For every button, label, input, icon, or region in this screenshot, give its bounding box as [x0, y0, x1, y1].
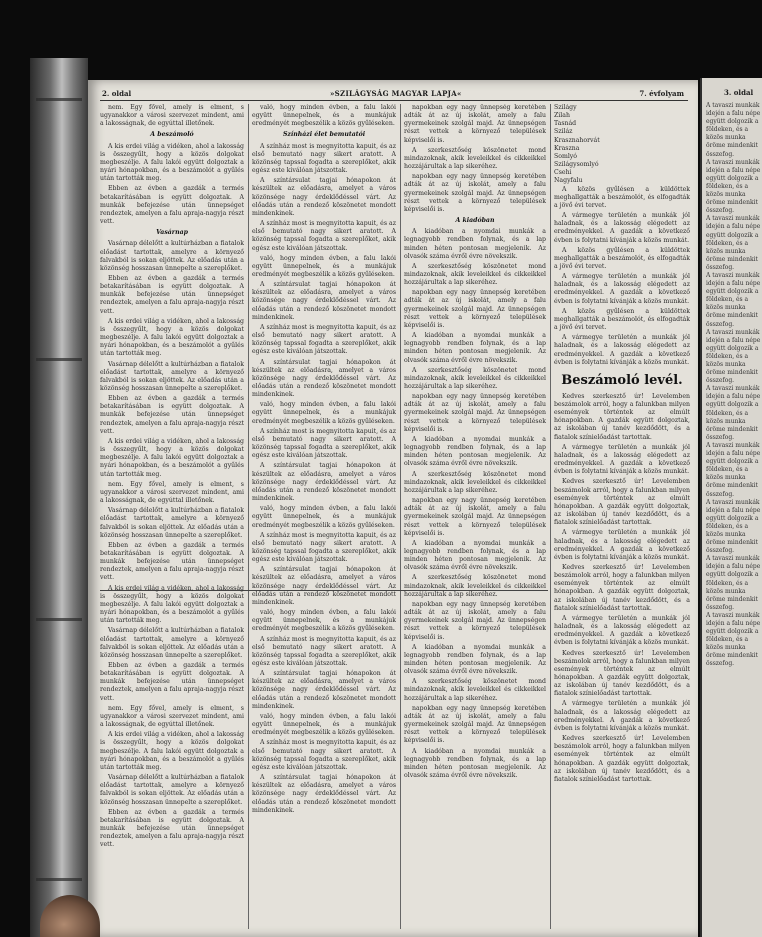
article-paragraph: nem. Egy fővel, amely is elment, s ugyanakkor a városi szervezet mindent, ami a lakosságnak, de egyúttal illetőnek. — [100, 104, 244, 128]
list-item: Szilágysomlyó — [554, 161, 599, 169]
article-paragraph: A színház most is megnyitotta kapuit, és az első bemutató nagy sikert aratott. A közönség tapssal fogadta a szereplőket, akik egész este kiválóan játszottak. — [252, 220, 396, 252]
article-paragraph: A kis erdei világ a vidéken, ahol a lakosság is összegyűlt, hogy a közös dolgokat megbeszélje. A falu lakói együtt dolgoztak a nyári hónapokban, és a beszámolót a gyűlés után tartották meg. — [100, 437, 244, 478]
article-paragraph: A tavaszi munkák idején a falu népe együtt dolgozik a földeken, és a közös munka öröme mindenkit összefog. — [706, 271, 761, 328]
page-number: 2. oldal — [102, 89, 132, 98]
newspaper-title: »SZILÁGYSÁG MAGYAR LAPJA« — [330, 89, 462, 98]
article-paragraph: Vasárnap délelőtt a kultúrházban a fiatalok előadást tartottak, amelyre a környező falvakból is sokan eljöttek. Az előadás után a közönség hosszasan ünnepelte a szereplőket. — [100, 627, 244, 659]
article-paragraph: Kedves szerkesztő úr! Levelemben beszámolok arról, hogy a falunkban milyen események történtek az elmúlt hónapokban. A gazdák együtt dolgoztak, az iskolában új tanév kezdődött, és a fiatalok színielőadást tartottak. — [554, 392, 690, 441]
article-paragraph: A vármegye területén a munkák jól haladnak, és a lakosság elégedett az eredményekkel. A gazdák a következő évben is folytatni kívánják a közös munkát. — [554, 529, 690, 561]
article-paragraph: A színtársulat tagjai hónapokon át készültek az előadásra, amelyet a város közönsége nagy érdeklődéssel várt. Az előadás után a rendező köszönetet mondott mindenkinek. — [252, 774, 396, 814]
article-paragraph: A színtársulat tagjai hónapokon át készültek az előadásra, amelyet a város közönsége nagy érdeklődéssel várt. Az előadás után a rendező köszönetet mondott mindenkinek. — [252, 566, 396, 606]
article-paragraph: A tavaszi munkák idején a falu népe együtt dolgozik a földeken, és a közös munka öröme mindenkit összefog. — [706, 498, 761, 555]
column-divider — [248, 104, 249, 929]
article-paragraph: A kiadóban a nyomdai munkák a legnagyobb rendben folynak, és a lap minden héten pontosan megjelenik. Az olvasók száma évről évre növekszik. — [404, 228, 546, 260]
article-paragraph: Ebben az évben a gazdák a termés betakarításában is együtt dolgoztak. A munkák befejezése után ünnepséget rendeztek, amelyen a falu apraja-nagyja részt vett. — [100, 274, 244, 315]
article-paragraph: napokban egy nagy ünnepség keretében adták át az új iskolát, amely a falu gyermekeinek szolgál majd. Az ünnepségen részt vettek a környező települések képviselői is. — [404, 600, 546, 641]
article-paragraph: A tavaszi munkák idején a falu népe együtt dolgozik a földeken, és a közös munka öröme mindenkit összefog. — [706, 102, 761, 158]
book-spine-edge — [30, 58, 88, 937]
article-paragraph: A kiadóban a nyomdai munkák a legnagyobb rendben folynak, és a lap minden héten pontosan megjelenik. Az olvasók száma évről évre növekszik. — [404, 643, 546, 676]
article-paragraph: A színtársulat tagjai hónapokon át készültek az előadásra, amelyet a város közönsége nagy érdeklődéssel várt. Az előadás után a rendező köszönetet mondott mindenkinek. — [252, 358, 396, 399]
article-paragraph: A tavaszi munkák idején a falu népe együtt dolgozik a földeken, és a közös munka öröme mindenkit összefog. — [706, 555, 761, 611]
article-paragraph: A vármegye területén a munkák jól haladnak, és a lakosság elégedett az eredményekkel. A gazdák a következő évben is folytatni kívánják a közös munkát. — [554, 273, 690, 305]
article-paragraph: Kedves szerkesztő úr! Levelemben beszámolok arról, hogy a falunkban milyen események történtek az elmúlt hónapokban. A gazdák együtt dolgoztak, az iskolában új tanév kezdődött, és a fiatalok színielőadást tartottak. — [554, 649, 690, 698]
article-column-4 — [554, 104, 690, 929]
section-heading: A kiadóban — [455, 217, 495, 225]
article-paragraph: napokban egy nagy ünnepség keretében adták át az új iskolát, amely a falu gyermekeinek szolgál majd. Az ünnepségen részt vettek a környező települések képviselői is. — [404, 173, 546, 213]
article-paragraph: A kiadóban a nyomdai munkák a legnagyobb rendben folynak, és a lap minden héten pontosan megjelenik. Az olvasók száma évről évre növekszik. — [404, 747, 546, 780]
article-column-3 — [404, 104, 546, 929]
article-paragraph: való, hogy minden évben, a falu lakói együtt ünnepelnek, és a munkájuk eredményét megbeszélik a közös gyűléseken. — [252, 254, 396, 278]
article-paragraph: A tavaszi munkák idején a falu népe együtt dolgozik a földeken, és a közös munka öröme mindenkit összefog. — [706, 328, 761, 385]
list-item: Sziláz — [554, 128, 573, 136]
article-paragraph: A kis erdei világ a vidéken, ahol a lakosság is összegyűlt, hogy a közös dolgokat megbeszélje. A falu lakói együtt dolgoztak a nyári hónapokban, és a beszámolót a gyűlés után tartották meg. — [100, 317, 244, 358]
article-paragraph: A tavaszi munkák idején a falu népe együtt dolgozik a földeken, és a közös munka öröme mindenkit összefog. — [706, 611, 761, 668]
article-paragraph: A színház most is megnyitotta kapuit, és az első bemutató nagy sikert aratott. A közönség tapssal fogadta a szereplőket, akik egész este kiválóan játszottak. — [252, 323, 396, 356]
article-paragraph: nem. Egy fővel, amely is elment, s ugyanakkor a városi szervezet mindent, ami a lakosságnak, de egyúttal illetőnek. — [100, 704, 244, 729]
year-label: 7. évfolyam — [639, 89, 684, 98]
article-paragraph: A közös gyűlésen a küldöttek meghallgatták a beszámolót, és elfogadták a jövő évi tervet. — [554, 246, 690, 270]
article-column-1 — [100, 104, 244, 929]
article-paragraph: A vármegye területén a munkák jól haladnak, és a lakosság elégedett az eredményekkel. A gazdák a következő évben is folytatni kívánják a közös munkát. — [554, 334, 690, 366]
article-paragraph: való, hogy minden évben, a falu lakói együtt ünnepelnek, és a munkájuk eredményét megbeszélik a közös gyűléseken. — [252, 401, 396, 425]
article-paragraph: A színtársulat tagjai hónapokon át készültek az előadásra, amelyet a város közönsége nagy érdeklődéssel várt. Az előadás után a rendező köszönetet mondott mindenkinek. — [252, 462, 396, 503]
article-paragraph: A színház most is megnyitotta kapuit, és az első bemutató nagy sikert aratott. A közönség tapssal fogadta a szereplőket, akik egész este kiválóan játszottak. — [252, 739, 396, 771]
adjacent-page — [700, 78, 762, 937]
article-paragraph: Kedves szerkesztő úr! Levelemben beszámolok arról, hogy a falunkban milyen események történtek az elmúlt hónapokban. A gazdák együtt dolgoztak, az iskolában új tanév kezdődött, és a fiatalok színielőadást tartottak. — [554, 735, 690, 783]
article-paragraph: A szerkesztőség köszönetet mond mindazoknak, akik leveleikkel és cikkeikkel hozzájárultak a lap sikeréhez. — [404, 146, 546, 171]
list-item: Nagyfalu — [554, 177, 583, 185]
section-heading: Vasárnap — [156, 229, 188, 237]
article-paragraph: A vármegye területén a munkák jól haladnak, és a lakosság elégedett az eredményekkel. A gazdák a következő évben is folytatni kívánják a közös munkát. — [554, 212, 690, 244]
article-paragraph: A vármegye területén a munkák jól haladnak, és a lakosság elégedett az eredményekkel. A gazdák a következő évben is folytatni kívánják a közös munkát. — [554, 614, 690, 647]
section-heading: A beszámoló — [150, 131, 194, 139]
article-paragraph: való, hogy minden évben, a falu lakói együtt ünnepelnek, és a munkájuk eredményét megbeszélik a közös gyűléseken. — [252, 505, 396, 529]
article-paragraph: A tavaszi munkák idején a falu népe együtt dolgozik a földeken, és a közös munka öröme mindenkit összefog. — [706, 441, 761, 498]
article-paragraph: Ebben az évben a gazdák a termés betakarításában is együtt dolgoztak. A munkák befejezése után ünnepséget rendeztek, amelyen a falu apraja-nagyja részt vett. — [100, 541, 244, 582]
column-divider — [550, 104, 551, 929]
article-paragraph: A kis erdei világ a vidéken, ahol a lakosság is összegyűlt, hogy a közös dolgokat megbeszélje. A falu lakói együtt dolgoztak a nyári hónapokban, és a beszámolót a gyűlés után tartották meg. — [100, 731, 244, 771]
letter-headline: Beszámoló levél. — [561, 372, 683, 388]
list-item: Kraszna — [554, 144, 580, 152]
article-paragraph: A színház most is megnyitotta kapuit, és az első bemutató nagy sikert aratott. A közönség tapssal fogadta a szereplőket, akik egész este kiválóan játszottak. — [252, 427, 396, 460]
page-header — [100, 88, 688, 101]
article-paragraph: A szerkesztőség köszönetet mond mindazoknak, akik leveleikkel és cikkeikkel hozzájárultak a lap sikeréhez. — [404, 366, 546, 390]
newspaper-page — [88, 80, 698, 937]
list-item: Szilágy — [554, 104, 577, 111]
adjacent-page-number: 3. oldal — [724, 88, 754, 97]
article-paragraph: napokban egy nagy ünnepség keretében adták át az új iskolát, amely a falu gyermekeinek szolgál majd. Az ünnepségen részt vettek a környező települések képviselői is. — [404, 289, 546, 329]
article-paragraph: Vasárnap délelőtt a kultúrházban a fiatalok előadást tartottak, amelyre a környező falvakból is sokan eljöttek. Az előadás után a közönség hosszasan ünnepelte a szereplőket. — [100, 774, 244, 806]
article-paragraph: Ebben az évben a gazdák a termés betakarításában is együtt dolgoztak. A munkák befejezése után ünnepséget rendeztek, amelyen a falu apraja-nagyja részt vett. — [100, 185, 244, 226]
article-paragraph: A színház most is megnyitotta kapuit, és az első bemutató nagy sikert aratott. A közönség tapssal fogadta a szereplőket, akik egész este kiválóan játszottak. — [252, 531, 396, 564]
article-paragraph: A kiadóban a nyomdai munkák a legnagyobb rendben folynak, és a lap minden héten pontosan megjelenik. Az olvasók száma évről évre növekszik. — [404, 539, 546, 572]
article-paragraph: napokban egy nagy ünnepség keretében adták át az új iskolát, amely a falu gyermekeinek szolgál majd. Az ünnepségen részt vettek a környező települések képviselői is. — [404, 104, 546, 144]
article-paragraph: Ebben az évben a gazdák a termés betakarításában is együtt dolgoztak. A munkák befejezése után ünnepséget rendeztek, amelyen a falu apraja-nagyja részt vett. — [100, 662, 244, 702]
article-paragraph: napokban egy nagy ünnepség keretében adták át az új iskolát, amely a falu gyermekeinek szolgál majd. Az ünnepségen részt vettek a környező települések képviselői is. — [404, 497, 546, 537]
article-paragraph: Ebben az évben a gazdák a termés betakarításában is együtt dolgoztak. A munkák befejezése után ünnepséget rendeztek, amelyen a falu apraja-nagyja részt vett. — [100, 808, 244, 849]
column-divider — [400, 104, 401, 929]
article-paragraph: A közös gyűlésen a küldöttek meghallgatták a beszámolót, és elfogadták a jövő évi tervet. — [554, 307, 690, 332]
list-item: Tasnád — [554, 120, 577, 128]
article-paragraph: Vasárnap délelőtt a kultúrházban a fiatalok előadást tartottak, amelyre a környező falvakból is sokan eljöttek. Az előadás után a közönség hosszasan ünnepelte a szereplőket. — [100, 360, 244, 392]
list-item: Krasznahorvát — [554, 136, 600, 144]
article-paragraph: való, hogy minden évben, a falu lakói együtt ünnepelnek, és a munkájuk eredményét megbeszélik a közös gyűléseken. — [252, 712, 396, 737]
article-paragraph: A kiadóban a nyomdai munkák a legnagyobb rendben folynak, és a lap minden héten pontosan megjelenik. Az olvasók száma évről évre növekszik. — [404, 332, 546, 364]
section-heading: Színházi élet bemutatói — [282, 131, 366, 139]
article-paragraph: A szerkesztőség köszönetet mond mindazoknak, akik leveleikkel és cikkeikkel hozzájárultak a lap sikeréhez. — [404, 678, 546, 702]
article-paragraph: A színház most is megnyitotta kapuit, és az első bemutató nagy sikert aratott. A közönség tapssal fogadta a szereplőket, akik egész este kiválóan játszottak. — [252, 142, 396, 175]
list-item: Csehi — [554, 169, 572, 177]
article-paragraph: való, hogy minden évben, a falu lakói együtt ünnepelnek, és a munkájuk eredményét megbeszélik a közös gyűléseken. — [252, 104, 396, 128]
article-paragraph: Kedves szerkesztő úr! Levelemben beszámolok arról, hogy a falunkban milyen események történtek az elmúlt hónapokban. A gazdák együtt dolgoztak, az iskolában új tanév kezdődött, és a fiatalok színielőadást tartottak. — [554, 478, 690, 527]
article-paragraph: Ebben az évben a gazdák a termés betakarításában is együtt dolgoztak. A munkák befejezése után ünnepséget rendeztek, amelyen a falu apraja-nagyja részt vett. — [100, 395, 244, 435]
article-paragraph: A kis erdei világ a vidéken, ahol a lakosság is összegyűlt, hogy a közös dolgokat megbeszélje. A falu lakói együtt dolgoztak a nyári hónapokban, és a beszámolót a gyűlés után tartották meg. — [100, 142, 244, 183]
article-paragraph: A vármegye területén a munkák jól haladnak, és a lakosság elégedett az eredményekkel. A gazdák a következő évben is folytatni kívánják a közös munkát. — [554, 443, 690, 476]
article-paragraph: A szerkesztőség köszönetet mond mindazoknak, akik leveleikkel és cikkeikkel hozzájárultak a lap sikeréhez. — [404, 470, 546, 494]
article-paragraph: A kis erdei világ a vidéken, ahol a lakosság is összegyűlt, hogy a közös dolgokat megbeszélje. A falu lakói együtt dolgoztak a nyári hónapokban, és a beszámolót a gyűlés után tartották meg. — [100, 584, 244, 625]
article-paragraph: napokban egy nagy ünnepség keretében adták át az új iskolát, amely a falu gyermekeinek szolgál majd. Az ünnepségen részt vettek a környező települések képviselői is. — [404, 393, 546, 433]
article-paragraph: A színtársulat tagjai hónapokon át készültek az előadásra, amelyet a város közönsége nagy érdeklődéssel várt. Az előadás után a rendező köszönetet mondott mindenkinek. — [252, 281, 396, 321]
article-paragraph: A színház most is megnyitotta kapuit, és az első bemutató nagy sikert aratott. A közönség tapssal fogadta a szereplőket, akik egész este kiválóan játszottak. — [252, 635, 396, 667]
article-paragraph: A szerkesztőség köszönetet mond mindazoknak, akik leveleikkel és cikkeikkel hozzájárultak a lap sikeréhez. — [404, 574, 546, 598]
article-paragraph: A szerkesztőség köszönetet mond mindazoknak, akik leveleikkel és cikkeikkel hozzájárultak a lap sikeréhez. — [404, 262, 546, 287]
article-paragraph: A tavaszi munkák idején a falu népe együtt dolgozik a földeken, és a közös munka öröme mindenkit összefog. — [706, 158, 761, 215]
article-paragraph: A kiadóban a nyomdai munkák a legnagyobb rendben folynak, és a lap minden héten pontosan megjelenik. Az olvasók száma évről évre növekszik. — [404, 435, 546, 468]
place-list — [554, 104, 690, 186]
article-paragraph: Vasárnap délelőtt a kultúrházban a fiatalok előadást tartottak, amelyre a környező falvakból is sokan eljöttek. Az előadás után a közönség hosszasan ünnepelte a szereplőket. — [100, 240, 244, 272]
article-paragraph: A vármegye területén a munkák jól haladnak, és a lakosság elégedett az eredményekkel. A gazdák a következő évben is folytatni kívánják a közös munkát. — [554, 700, 690, 732]
article-paragraph: A tavaszi munkák idején a falu népe együtt dolgozik a földeken, és a közös munka öröme mindenkit összefog. — [706, 385, 761, 441]
adjacent-page-text — [706, 102, 762, 929]
article-paragraph: Vasárnap délelőtt a kultúrházban a fiatalok előadást tartottak, amelyre a környező falvakból is sokan eljöttek. Az előadás után a közönség hosszasan ünnepelte a szereplőket. — [100, 507, 244, 539]
article-paragraph: napokban egy nagy ünnepség keretében adták át az új iskolát, amely a falu gyermekeinek szolgál majd. Az ünnepségen részt vettek a környező települések képviselői is. — [404, 704, 546, 745]
article-paragraph: A tavaszi munkák idején a falu népe együtt dolgozik a földeken, és a közös munka öröme mindenkit összefog. — [706, 215, 761, 271]
article-paragraph: A színtársulat tagjai hónapokon át készültek az előadásra, amelyet a város közönsége nagy érdeklődéssel várt. Az előadás után a rendező köszönetet mondott mindenkinek. — [252, 177, 396, 217]
article-column-2 — [252, 104, 396, 929]
article-paragraph: A színtársulat tagjai hónapokon át készültek az előadásra, amelyet a város közönsége nagy érdeklődéssel várt. Az előadás után a rendező köszönetet mondott mindenkinek. — [252, 670, 396, 710]
article-paragraph: nem. Egy fővel, amely is elment, s ugyanakkor a városi szervezet mindent, ami a lakosságnak, de egyúttal illetőnek. — [100, 480, 244, 505]
article-paragraph: való, hogy minden évben, a falu lakói együtt ünnepelnek, és a munkájuk eredményét megbeszélik a közös gyűléseken. — [252, 609, 396, 633]
list-item: Zilah — [554, 112, 570, 120]
article-paragraph: A közös gyűlésen a küldöttek meghallgatták a beszámolót, és elfogadták a jövő évi tervet. — [554, 185, 690, 209]
article-paragraph: Kedves szerkesztő úr! Levelemben beszámolok arról, hogy a falunkban milyen események történtek az elmúlt hónapokban. A gazdák együtt dolgoztak, az iskolában új tanév kezdődött, és a fiatalok színielőadást tartottak. — [554, 563, 690, 612]
list-item: Somlyó — [554, 152, 578, 160]
